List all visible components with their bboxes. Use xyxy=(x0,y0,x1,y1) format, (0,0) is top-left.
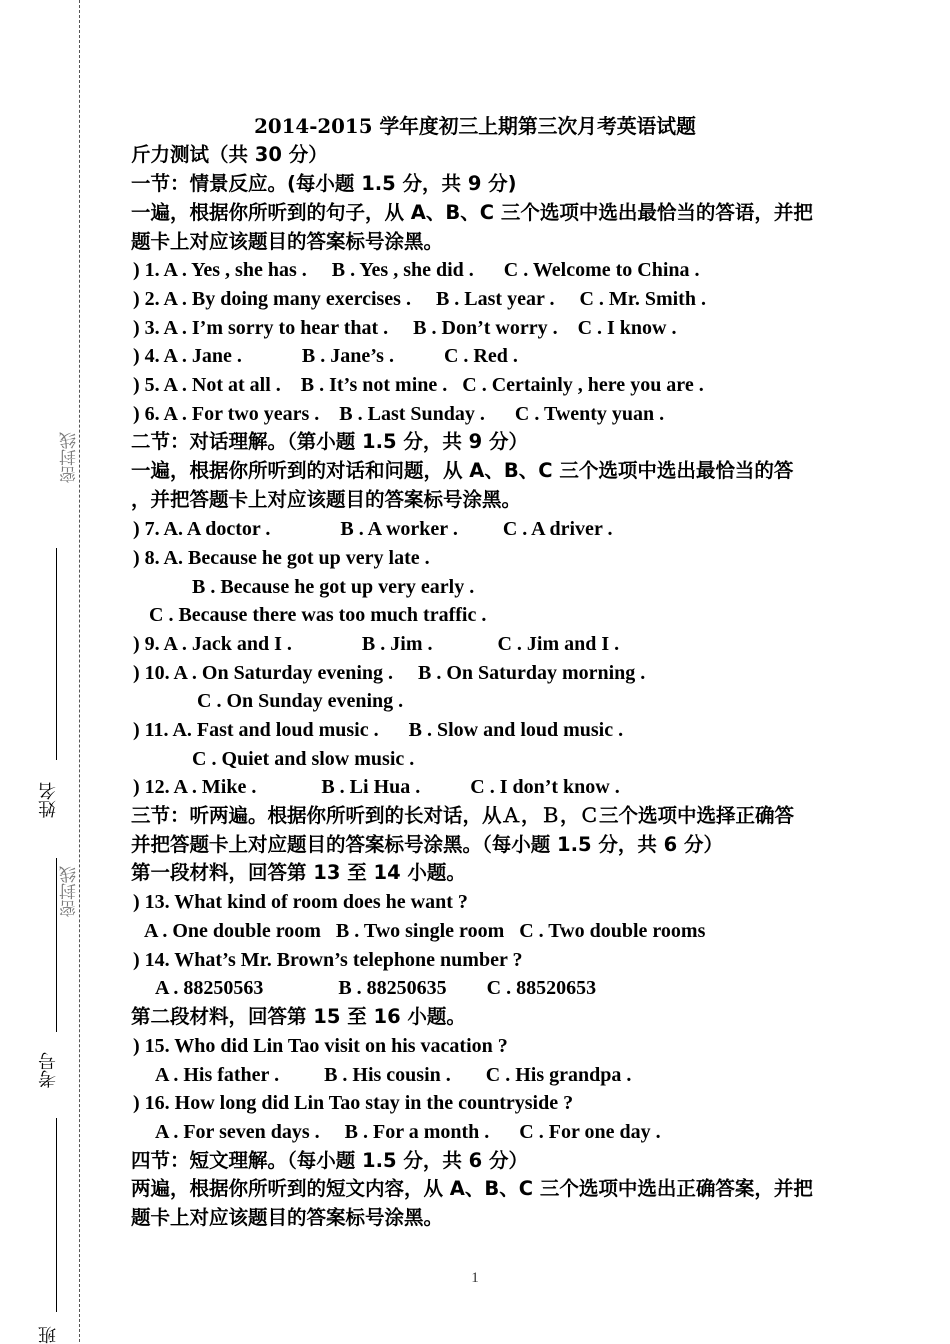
part4-instruction-line2: 题卡上对应该题目的答案标号涂黑。 xyxy=(131,1206,444,1229)
question-8-option-c: C . Because there was too much traffic . xyxy=(149,604,487,626)
name-label: 姓名 xyxy=(38,782,59,818)
question-10: ) 10. A . On Saturday evening . B . On Saturday morning . xyxy=(133,662,646,684)
question-15: ) 15. Who did Lin Tao visit on his vacation ? xyxy=(133,1035,508,1057)
material-2-heading: 第二段材料，回答第 15 至 16 小题。 xyxy=(131,1005,466,1028)
question-14-options: A . 88250563 B . 88250635 C . 88520653 xyxy=(155,977,597,999)
question-12: ) 12. A . Mike . B . Li Hua . C . I don’t know . xyxy=(133,776,620,798)
section-heading-listening: 斤力测试（共 30 分） xyxy=(131,143,328,166)
seal-line-label-top: 密封线 xyxy=(60,432,80,483)
question-8: ) 8. A. Because he got up very late . xyxy=(133,547,430,569)
part4-instruction-line1: 两遍，根据你所听到的短文内容，从 A、B、C 三个选项中选出正确答案，并把 xyxy=(131,1177,813,1200)
question-2: ) 2. A . By doing many exercises . B . Last year . C . Mr. Smith . xyxy=(133,288,706,310)
class-label: 班 xyxy=(38,1326,59,1344)
question-11: ) 11. A. Fast and loud music . B . Slow and loud music . xyxy=(133,719,624,741)
question-1: ) 1. A . Yes , she has . B . Yes , she did . C . Welcome to China . xyxy=(133,259,700,281)
question-15-options: A . His father . B . His cousin . C . His grandpa . xyxy=(155,1064,632,1086)
question-9: ) 9. A . Jack and I . B . Jim . C . Jim and I . xyxy=(133,633,620,655)
question-8-option-b: B . Because he got up very early . xyxy=(192,576,475,598)
question-16-options: A . For seven days . B . For a month . C . For one day . xyxy=(155,1121,661,1143)
question-7: ) 7. A. A doctor . B . A worker . C . A driver . xyxy=(133,518,613,540)
part1-heading: 一节：情景反应。(每小题 1.5 分，共 9 分) xyxy=(131,172,517,195)
page-number: 1 xyxy=(471,1270,479,1286)
material-1-heading: 第一段材料，回答第 13 至 14 小题。 xyxy=(131,861,466,884)
part2-instruction-line1: 一遍，根据你所听到的对话和问题，从 A、B、C 三个选项中选出最恰当的答 xyxy=(131,459,794,482)
part4-heading: 四节：短文理解。（每小题 1.5 分，共 6 分） xyxy=(131,1149,529,1172)
question-4: ) 4. A . Jane . B . Jane’s . C . Red . xyxy=(133,345,518,367)
part1-instruction-line2: 题卡上对应该题目的答案标号涂黑。 xyxy=(131,230,444,253)
question-10-option-c: C . On Sunday evening . xyxy=(197,690,404,712)
question-16: ) 16. How long did Lin Tao stay in the countryside ? xyxy=(133,1092,574,1114)
question-11-option-c: C . Quiet and slow music . xyxy=(192,748,415,770)
question-13: ) 13. What kind of room does he want ? xyxy=(133,891,468,913)
part3-instruction: 并把答题卡上对应题目的答案标号涂黑。（每小题 1.5 分，共 6 分） xyxy=(131,833,724,856)
exam-title: 2014-2015 学年度初三上期第三次月考英语试题 xyxy=(254,114,696,138)
question-5: ) 5. A . Not at all . B . It’s not mine . C . Certainly , here you are . xyxy=(133,374,704,396)
exam-number-label: 考号 xyxy=(38,1052,59,1088)
question-14: ) 14. What’s Mr. Brown’s telephone number ? xyxy=(133,949,523,971)
question-6: ) 6. A . For two years . B . Last Sunday . C . Twenty yuan . xyxy=(133,403,665,425)
seal-line-label-bottom: 密封线 xyxy=(60,866,80,917)
question-3: ) 3. A . I’m sorry to hear that . B . Don’t worry . C . I know . xyxy=(133,317,677,339)
part2-heading: 二节：对话理解。（第小题 1.5 分，共 9 分） xyxy=(131,430,529,453)
question-13-options: A . One double room B . Two single room C . Two double rooms xyxy=(144,920,706,942)
part3-heading: 三节：听两遍。根据你所听到的长对话，从Ａ，Ｂ，Ｃ三个选项中选择正确答 xyxy=(131,804,795,827)
part1-instruction-line1: 一遍，根据你所听到的句子，从 A、B、C 三个选项中选出最恰当的答语，并把 xyxy=(131,201,813,224)
part2-instruction-line2: ，并把答题卡上对应该题目的答案标号涂黑。 xyxy=(131,488,522,511)
